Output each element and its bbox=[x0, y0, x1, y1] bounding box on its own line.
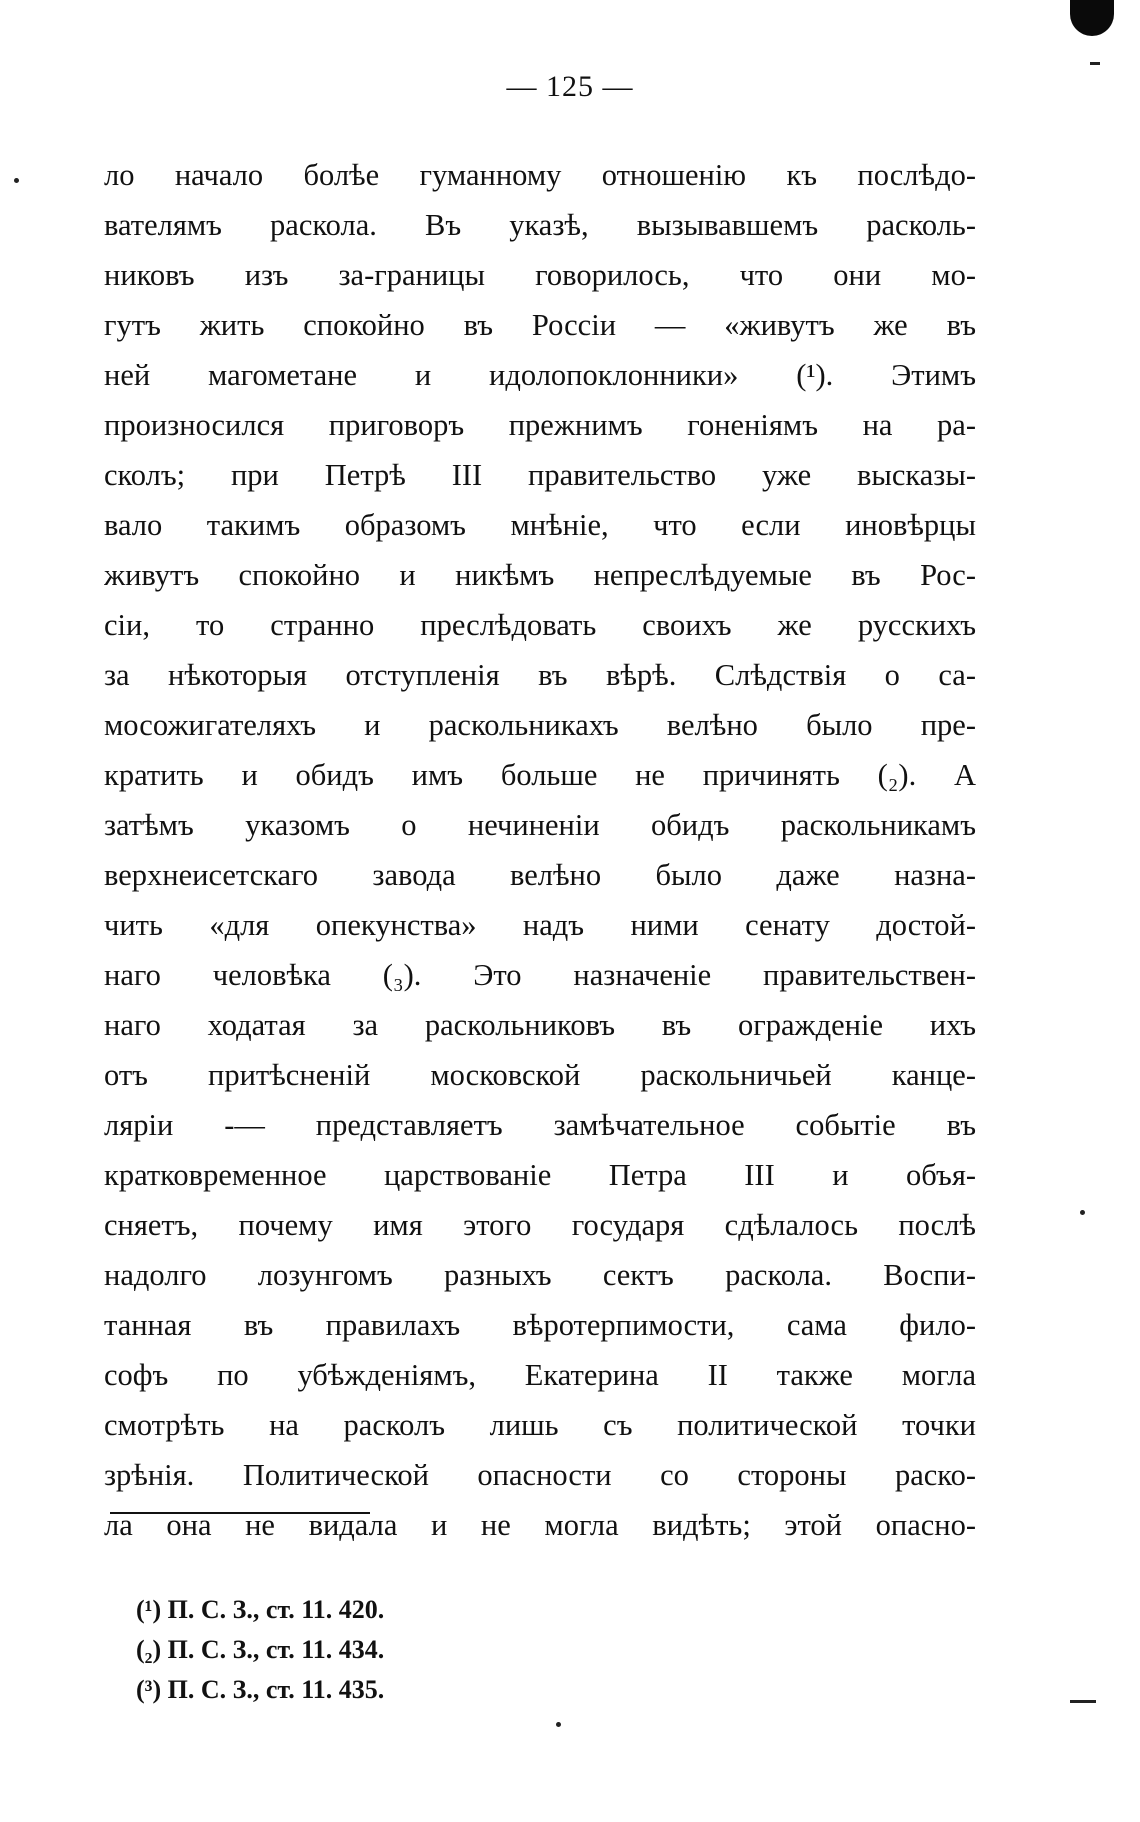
body-line: отъ притѣсненій московской раскольничьей канце- bbox=[104, 1058, 976, 1092]
body-line: сняетъ, почему имя этого государя сдѣлалось послѣ bbox=[104, 1208, 976, 1242]
body-line: надолго лозунгомъ разныхъ сектъ раскола. Воспи- bbox=[104, 1258, 976, 1292]
body-line: чить «для опекунства» надъ ними сенату достой- bbox=[104, 908, 976, 942]
body-line: ней магометане и идолопоклонники» (¹). Этимъ bbox=[104, 358, 976, 392]
footnote: (³) П. С. З., ст. 11. 435. bbox=[136, 1675, 385, 1704]
body-line: вало такимъ образомъ мнѣніе, что если иновѣрцы bbox=[104, 508, 976, 542]
body-line: наго ходатая за раскольниковъ въ огражденіе ихъ bbox=[104, 1008, 976, 1042]
body-line: гутъ жить спокойно въ Россіи — «живутъ же въ bbox=[104, 308, 976, 342]
body-line: ло начало болѣе гуманному отношенію къ послѣдо- bbox=[104, 158, 976, 192]
body-line: кратить и обидъ имъ больше не причинять (₂). А bbox=[104, 758, 976, 792]
body-line: произносился приговоръ прежнимъ гоненіямъ на ра- bbox=[104, 408, 976, 442]
footnote-divider bbox=[110, 1512, 370, 1514]
ink-blot bbox=[1070, 0, 1114, 36]
page-number: — 125 — bbox=[506, 70, 634, 103]
scan-speck bbox=[1070, 1700, 1096, 1703]
body-line: наго человѣка (₃). Это назначеніе правительствен- bbox=[104, 958, 976, 992]
footnote: (₂) П. С. З., ст. 11. 434. bbox=[136, 1635, 385, 1664]
body-line: софъ по убѣжденіямъ, Екатерина II также могла bbox=[104, 1358, 976, 1392]
scan-speck bbox=[556, 1722, 561, 1727]
body-line: ла она не видала и не могла видѣть; этой опасно- bbox=[104, 1508, 976, 1542]
body-line: верхнеисетскаго завода велѣно было даже назна- bbox=[104, 858, 976, 892]
body-line: смотрѣть на расколъ лишь съ политической точки bbox=[104, 1408, 976, 1442]
footnotes bbox=[136, 1590, 384, 1710]
body-line: кратковременное царствованіе Петра III и объя- bbox=[104, 1158, 976, 1192]
body-line: вателямъ раскола. Въ указѣ, вызывавшемъ расколь- bbox=[104, 208, 976, 242]
body-line: живутъ спокойно и никѣмъ непреслѣдуемые въ Рос- bbox=[104, 558, 976, 592]
body-line: затѣмъ указомъ о нечиненіи обидъ раскольникамъ bbox=[104, 808, 976, 842]
body-line: сколъ; при Петрѣ III правительство уже высказы- bbox=[104, 458, 976, 492]
body-line: ляріи -— представляетъ замѣчательное событіе въ bbox=[104, 1108, 976, 1142]
scan-speck bbox=[1090, 62, 1100, 65]
body-text bbox=[104, 150, 976, 1550]
scan-speck bbox=[1080, 1210, 1085, 1215]
body-line: никовъ изъ за-границы говорилось, что они мо- bbox=[104, 258, 976, 292]
body-line: мосожигателяхъ и раскольникахъ велѣно было пре- bbox=[104, 708, 976, 742]
body-line: танная въ правилахъ вѣротерпимости, сама фило- bbox=[104, 1308, 976, 1342]
body-line: зрѣнія. Политической опасности со стороны раско- bbox=[104, 1458, 976, 1492]
scan-speck bbox=[14, 178, 19, 183]
body-line: сіи, то странно преслѣдовать своихъ же русскихъ bbox=[104, 608, 976, 642]
footnote: (¹) П. С. З., ст. 11. 420. bbox=[136, 1595, 385, 1624]
body-line: за нѣкоторыя отступленія въ вѣрѣ. Слѣдствія о са- bbox=[104, 658, 976, 692]
